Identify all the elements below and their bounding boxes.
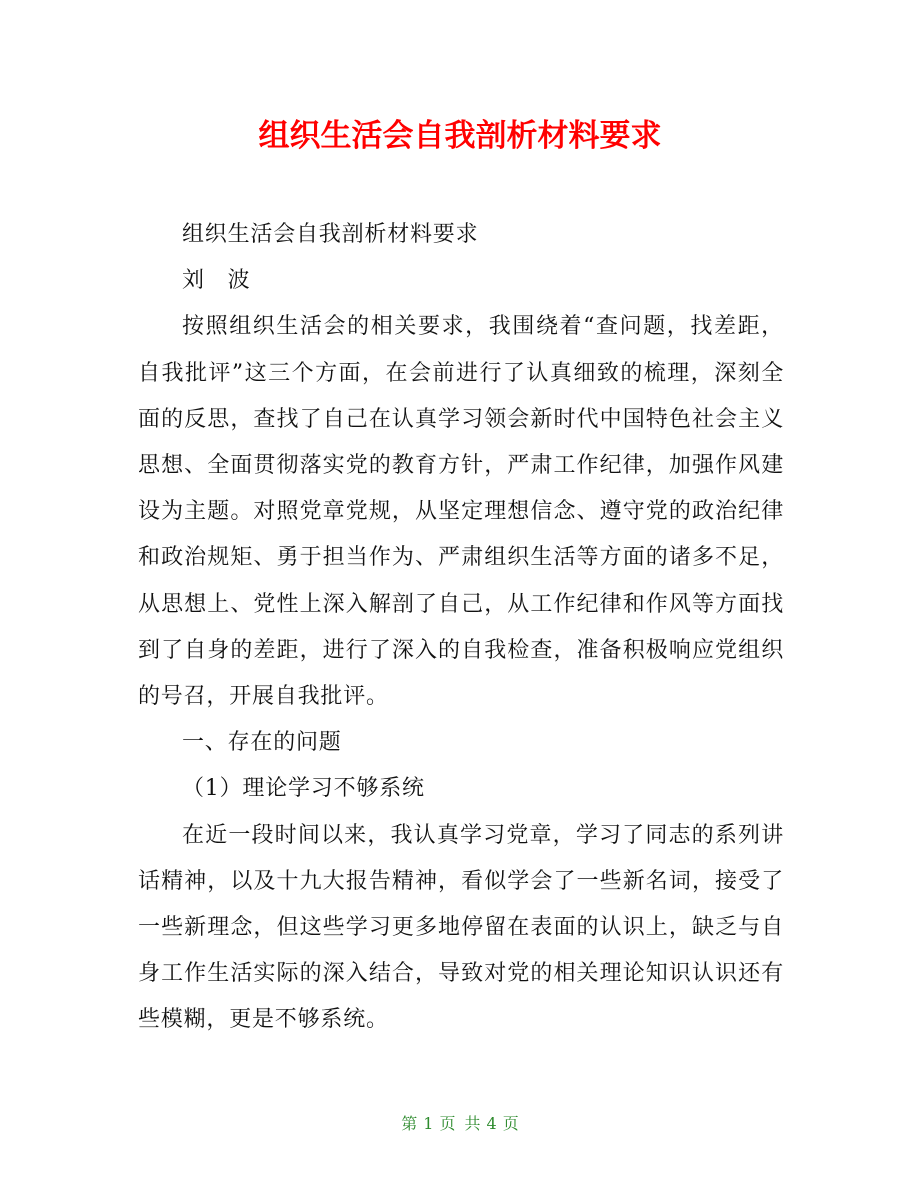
footer-mid: 页 共 xyxy=(439,1114,481,1133)
document-title: 组织生活会自我剖析材料要求 xyxy=(258,118,662,154)
footer-total-pages: 4 xyxy=(486,1114,497,1133)
footer-suffix: 页 xyxy=(502,1114,519,1133)
intro-paragraph: 按照组织生活会的相关要求，我围绕着“查问题，找差距，自我批评”这三个方面，在会前进行了认真细致的梳理，深刻全面的反思，查找了自己在认真学习领会新时代中国特色社会主义思想、全面贯彻落实党的教育方针，严肃工作纪律，加强作风建设为主题。对照党章党规，从坚定理想信念、遵守党的政治纪律和政治规矩、勇于担当作为、严肃组织生活等方面的诸多不足，从思想上、党性上深入解剖了自己，从工作纪律和作风等方面找到了自身的差距，进行了深入的自我检查，准备积极响应党组织的号召，开展自我批评。 xyxy=(138,314,784,710)
document-author: 刘 波 xyxy=(182,268,251,294)
section-heading: 一、存在的问题 xyxy=(182,730,342,756)
subsection-paragraph: 在近一段时间以来，我认真学习党章，学习了同志的系列讲话精神，以及十九大报告精神，看似学会了一些新名词，接受了一些新理念，但这些学习更多地停留在表面的认识上，缺乏与自身工作生活实际的深入结合，导致对党的相关理论知识认识还有些模糊，更是不够系统。 xyxy=(138,822,784,1033)
footer-prefix: 第 xyxy=(401,1114,418,1133)
document-subtitle: 组织生活会自我剖析材料要求 xyxy=(182,222,479,247)
document-body xyxy=(138,212,784,1044)
page-footer xyxy=(0,1112,920,1136)
footer-current-page: 1 xyxy=(423,1114,434,1133)
subsection-heading: （1）理论学习不够系统 xyxy=(182,776,425,802)
